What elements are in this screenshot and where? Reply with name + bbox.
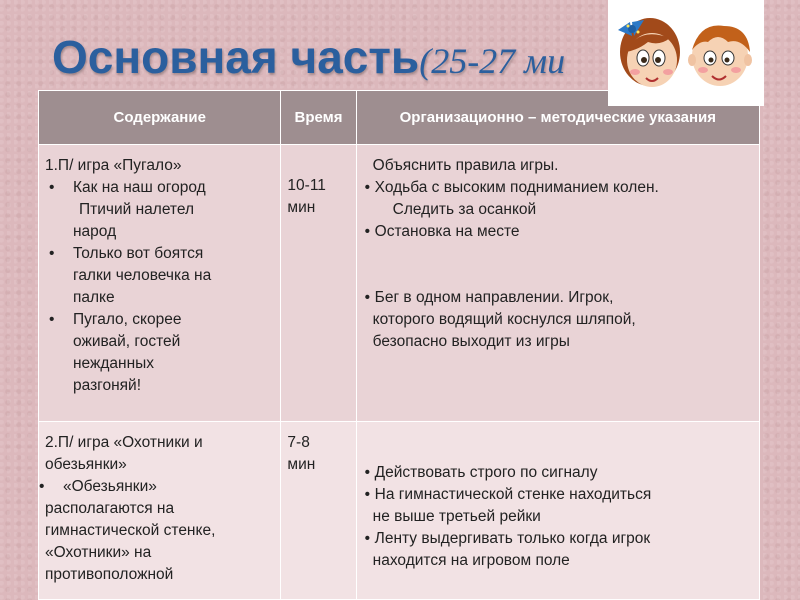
header-content: Содержание bbox=[39, 91, 281, 145]
time-unit: мин bbox=[287, 199, 316, 216]
game-description-cont: располагаются на bbox=[45, 500, 175, 517]
ear bbox=[688, 54, 696, 66]
slide-title-main: Основная часть bbox=[52, 31, 420, 83]
guidance-item: • Действовать строго по сигналу bbox=[363, 462, 753, 484]
table-row bbox=[39, 145, 760, 422]
verse-line: палке bbox=[73, 289, 115, 306]
row2-content-cell bbox=[39, 422, 281, 600]
game-description: • «Обезьянки» bbox=[39, 476, 274, 498]
cheek bbox=[630, 69, 640, 75]
guidance-item: • На гимнастической стенке находиться bbox=[363, 484, 753, 506]
verse-line: Птичий налетел bbox=[79, 201, 195, 218]
cheek bbox=[731, 67, 741, 73]
verse-line: народ bbox=[73, 223, 117, 240]
cheek bbox=[663, 69, 673, 75]
slide-title-duration: (25-27 ми bbox=[419, 41, 566, 81]
verse-line: • Как на наш огород bbox=[45, 177, 274, 199]
guidance-item: • Ходьба с высоким подниманием колен. bbox=[363, 177, 753, 199]
verse-line: • Пугало, скорее bbox=[45, 309, 274, 331]
pupil bbox=[641, 57, 647, 63]
pupil bbox=[709, 58, 714, 63]
game-title: 2.П/ игра «Охотники и bbox=[45, 434, 203, 451]
guidance-item-cont: находится на игровом поле bbox=[372, 552, 570, 569]
table-row bbox=[39, 422, 760, 600]
game-title-cont: обезьянки» bbox=[45, 456, 127, 473]
header-time: Время bbox=[281, 91, 356, 145]
cheek bbox=[698, 67, 708, 73]
two-kids-cartoon-icon bbox=[608, 0, 764, 106]
guidance-item: • Остановка на месте bbox=[363, 221, 753, 243]
row2-time-cell bbox=[281, 422, 356, 600]
header-guidance: Организационно – методические указания bbox=[356, 91, 759, 145]
guidance-item-cont: которого водящий коснулся шляпой, bbox=[372, 311, 636, 328]
bow-dot bbox=[627, 25, 630, 28]
verse-line: галки человечка на bbox=[73, 267, 212, 284]
kids-illustration-svg bbox=[608, 0, 764, 106]
game-title: 1.П/ игра «Пугало» bbox=[45, 157, 182, 174]
guidance-item-cont: Следить за осанкой bbox=[392, 201, 537, 218]
spacer bbox=[363, 432, 753, 462]
game-description-cont: противоположной bbox=[45, 566, 174, 583]
spacer bbox=[363, 243, 753, 287]
verse-line: разгоняй! bbox=[73, 377, 142, 394]
pupil bbox=[655, 57, 661, 63]
row1-time-cell bbox=[281, 145, 356, 422]
guidance-item-cont: не выше третьей рейки bbox=[372, 508, 541, 525]
row1-content-cell bbox=[39, 145, 281, 422]
verse-line: оживай, гостей bbox=[73, 333, 181, 350]
row1-guidance-cell bbox=[356, 145, 759, 422]
guidance-item-cont: безопасно выходит из игры bbox=[372, 333, 570, 350]
guidance-item: • Бег в одном направлении. Игрок, bbox=[363, 287, 753, 309]
pupil bbox=[725, 58, 730, 63]
bow-dot bbox=[637, 31, 640, 34]
game-description-cont: гимнастической стенке, bbox=[45, 522, 216, 539]
slide-title bbox=[52, 30, 565, 84]
guidance-intro: Объяснить правила игры. bbox=[372, 157, 559, 174]
time-value: 7-8 bbox=[287, 434, 310, 451]
time-unit: мин bbox=[287, 456, 316, 473]
verse-line: • Только вот боятся bbox=[45, 243, 274, 265]
lesson-plan-table bbox=[38, 90, 760, 600]
verse-line: нежданных bbox=[73, 355, 155, 372]
row2-guidance-cell bbox=[356, 422, 759, 600]
guidance-item: • Ленту выдергивать только когда игрок bbox=[363, 528, 753, 550]
time-value: 10-11 bbox=[287, 177, 326, 194]
ear bbox=[744, 54, 752, 66]
game-description-cont: «Охотники» на bbox=[45, 544, 152, 561]
